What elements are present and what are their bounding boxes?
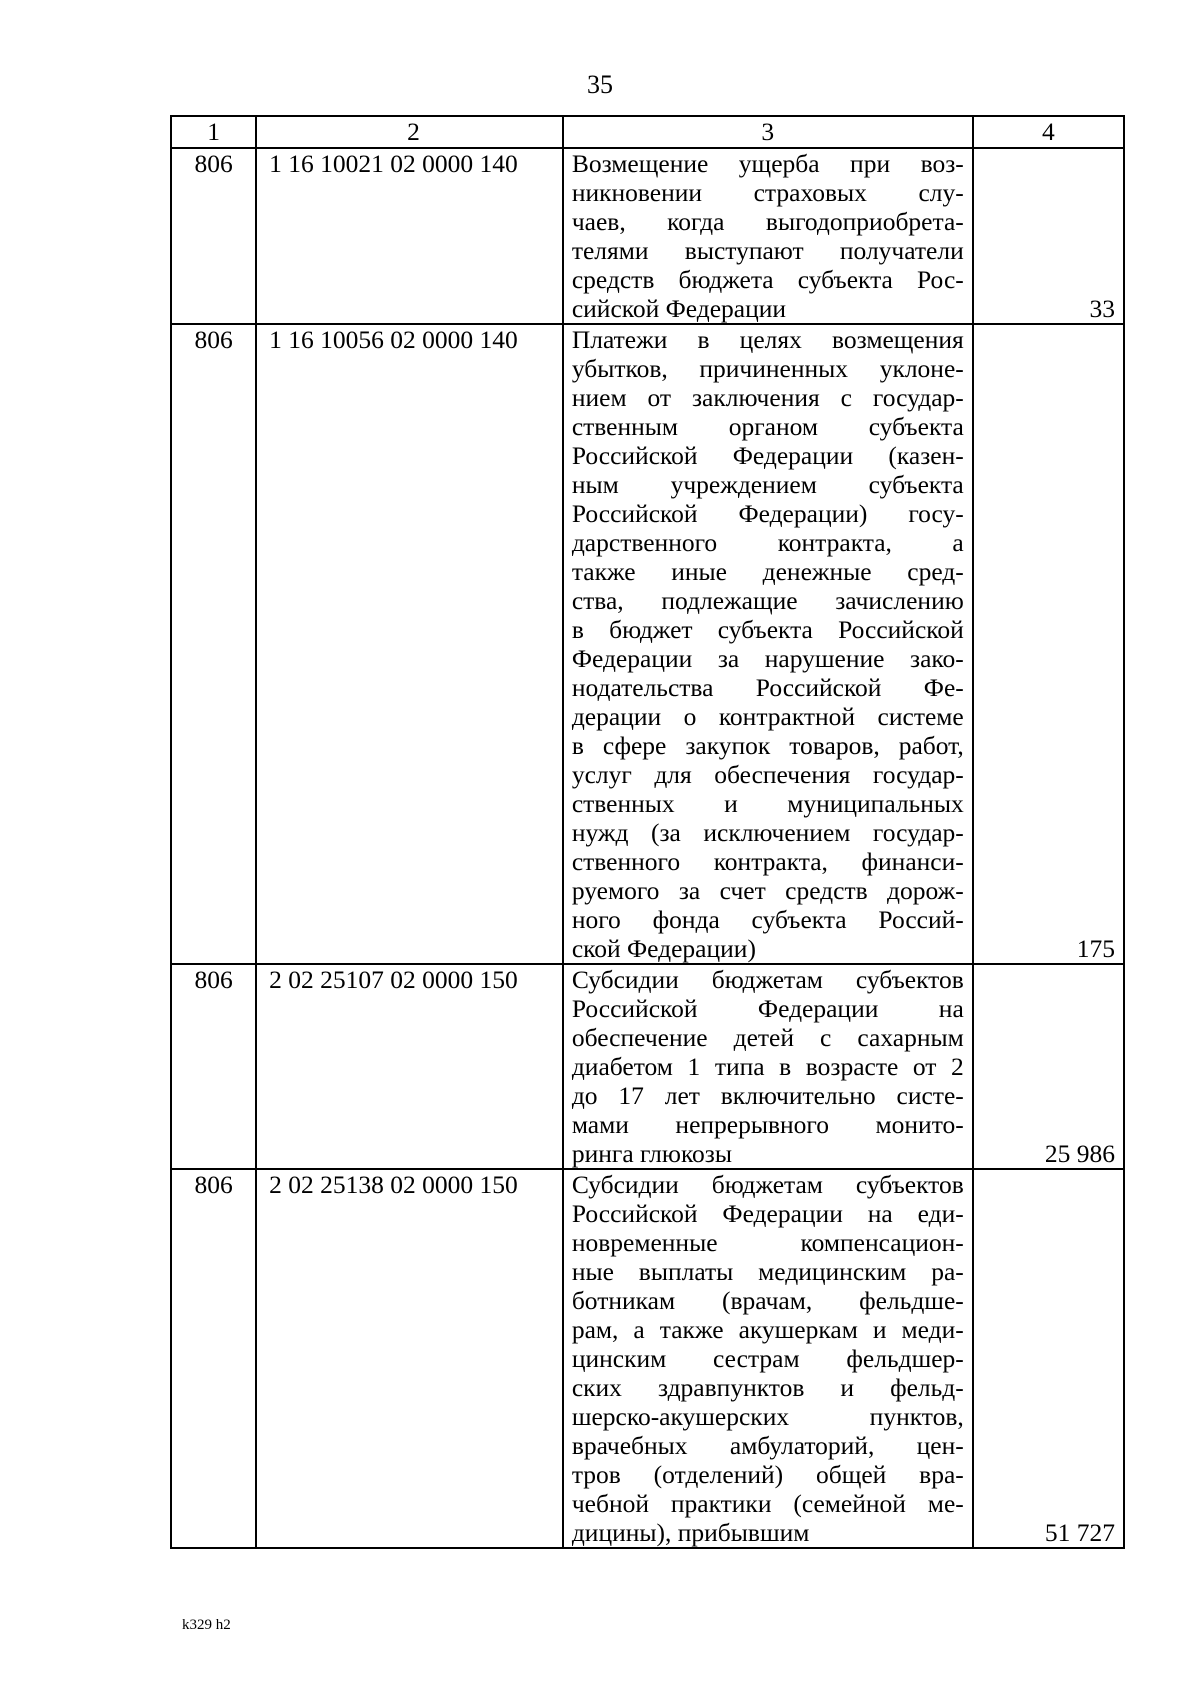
budget-classification-code-cell: 1 16 10056 02 0000 140 (256, 324, 563, 964)
description-line: цинским сестрам фельдшер- (571, 1344, 964, 1373)
description-line: убытков, причиненных уклоне- (571, 354, 964, 383)
page-number: 35 (587, 70, 613, 99)
header-col-3: 3 (563, 116, 973, 148)
header-col-2: 2 (256, 116, 563, 148)
description-line: услуг для обеспечения государ- (571, 760, 964, 789)
description-line: тров (отделений) общей вра- (571, 1460, 964, 1489)
description-line: новременные компенсацион- (571, 1228, 964, 1257)
description-line: врачебных амбулаторий, цен- (571, 1431, 964, 1460)
description-line: Российской Федерации (казен- (571, 441, 964, 470)
description-line: никновении страховых слу- (571, 178, 964, 207)
description-line: дерации о контрактной системе (571, 702, 964, 731)
description-line: дицины), прибывшим (571, 1518, 810, 1547)
description-line: ринга глюкозы (571, 1139, 733, 1168)
revenue-description-cell (563, 324, 973, 964)
description-line: сийской Федерации (571, 294, 787, 323)
description-line: ской Федерации) (571, 934, 756, 963)
table-header-row (171, 116, 1124, 148)
revenue-description-cell (563, 964, 973, 1169)
description-line: нодательства Российской Фе- (571, 673, 964, 702)
description-line: ственных и муниципальных (571, 789, 964, 818)
description-line: диабетом 1 типа в возрасте от 2 (571, 1052, 964, 1081)
description-line: до 17 лет включительно систе- (571, 1081, 964, 1110)
table-row (171, 148, 1124, 324)
description-line: телями выступают получатели (571, 236, 964, 265)
table-row (171, 324, 1124, 964)
description-line: чебной практики (семейной ме- (571, 1489, 964, 1518)
description-line: в сфере закупок товаров, работ, (571, 731, 964, 760)
amount-cell: 33 (973, 148, 1124, 324)
description-line: ственного контракта, финанси- (571, 847, 964, 876)
description-line: обеспечение детей с сахарным (571, 1023, 964, 1052)
description-line: Субсидии бюджетам субъектов (571, 965, 964, 994)
description-line: ным учреждением субъекта (571, 470, 964, 499)
description-line: нием от заключения с государ- (571, 383, 964, 412)
budget-revenue-table (170, 115, 1125, 1549)
description-line: шерско-акушерских пунктов, (571, 1402, 964, 1431)
description-line: нужд (за исключением государ- (571, 818, 964, 847)
description-line: руемого за счет средств дорож- (571, 876, 964, 905)
amount-cell: 51 727 (973, 1169, 1124, 1548)
amount-cell: 25 986 (973, 964, 1124, 1169)
description-line: дарственного контракта, а (571, 528, 964, 557)
description-line: ботникам (врачам, фельдше- (571, 1286, 964, 1315)
description-line: также иные денежные сред- (571, 557, 964, 586)
description-line: Субсидии бюджетам субъектов (571, 1170, 964, 1199)
description-line: Федерации за нарушение зако- (571, 644, 964, 673)
description-line: Российской Федерации на еди- (571, 1199, 964, 1228)
description-line: ственным органом субъекта (571, 412, 964, 441)
budget-classification-code-cell: 2 02 25138 02 0000 150 (256, 1169, 563, 1548)
description-line: ного фонда субъекта Россий- (571, 905, 964, 934)
description-line: мами непрерывного монито- (571, 1110, 964, 1139)
admin-code-cell: 806 (171, 324, 256, 964)
table-row (171, 1169, 1124, 1548)
description-line: Российской Федерации) госу- (571, 499, 964, 528)
budget-classification-code-cell: 2 02 25107 02 0000 150 (256, 964, 563, 1169)
budget-classification-code-cell: 1 16 10021 02 0000 140 (256, 148, 563, 324)
description-line: чаев, когда выгодоприобрета- (571, 207, 964, 236)
description-line: средств бюджета субъекта Рос- (571, 265, 964, 294)
description-line: ских здравпунктов и фельд- (571, 1373, 964, 1402)
revenue-description-cell (563, 148, 973, 324)
description-line: Платежи в целях возмещения (571, 325, 964, 354)
description-line: в бюджет субъекта Российской (571, 615, 964, 644)
admin-code-cell: 806 (171, 964, 256, 1169)
description-line: ные выплаты медицинским ра- (571, 1257, 964, 1286)
description-line: рам, а также акушеркам и меди- (571, 1315, 964, 1344)
description-line: ства, подлежащие зачислению (571, 586, 964, 615)
header-col-1: 1 (171, 116, 256, 148)
table-row (171, 964, 1124, 1169)
description-line: Возмещение ущерба при воз- (571, 149, 964, 178)
admin-code-cell: 806 (171, 1169, 256, 1548)
header-col-4: 4 (973, 116, 1124, 148)
revenue-description-cell (563, 1169, 973, 1548)
footer-document-code: k329 h2 (182, 1617, 231, 1633)
admin-code-cell: 806 (171, 148, 256, 324)
description-line: Российской Федерации на (571, 994, 964, 1023)
amount-cell: 175 (973, 324, 1124, 964)
